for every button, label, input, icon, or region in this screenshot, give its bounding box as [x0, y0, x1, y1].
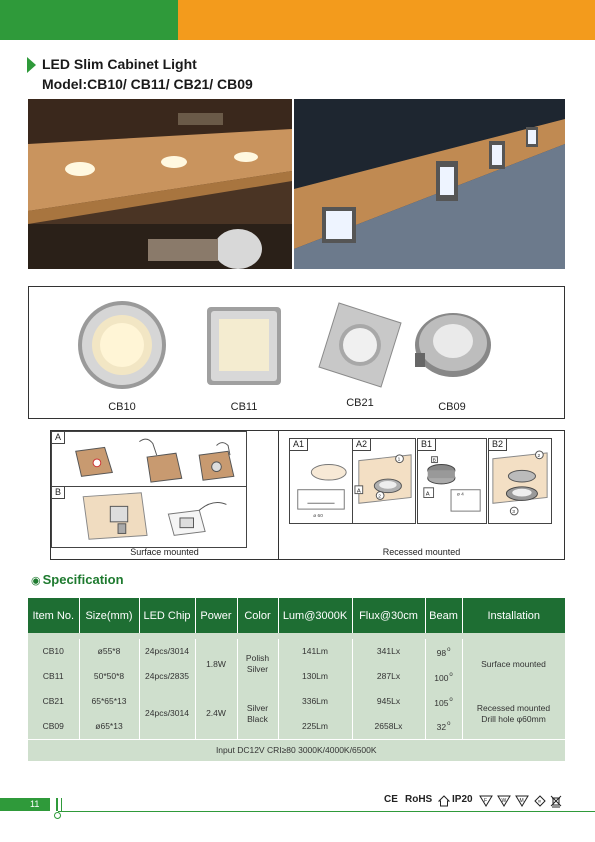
chip-cell: 24pcs/2835	[139, 664, 195, 689]
step-mark: 2	[537, 453, 541, 459]
size-cell: 50*50*8	[79, 664, 139, 689]
table-row	[28, 689, 565, 714]
lum-cell: 336Lm	[278, 689, 352, 714]
svg-text:III: III	[538, 798, 542, 804]
page-separator	[61, 798, 62, 811]
surface-a-diagram	[52, 432, 246, 486]
f-mark-icon	[479, 795, 493, 807]
rohs-mark: RoHS	[405, 794, 433, 805]
f-mark-letter: F	[484, 798, 488, 804]
recessed-caption: Recessed mounted	[382, 547, 461, 557]
ip20-mark: IP20	[452, 794, 473, 805]
product-label: CB09	[438, 401, 466, 413]
specification-heading	[31, 572, 124, 587]
column-header: Installation	[462, 598, 565, 633]
column-header: Flux@30cm	[352, 598, 425, 633]
model-line: Model:CB10/ CB11/ CB21/ CB09	[42, 76, 253, 92]
column-header: Size(mm)	[79, 598, 139, 633]
column-header: Power	[195, 598, 237, 633]
dim-label: ø 4	[456, 492, 464, 498]
surface-caption: Surface mounted	[130, 547, 199, 557]
column-header: Item No.	[28, 598, 79, 633]
color-line: Black	[247, 713, 268, 724]
power-cell: 1.8W	[195, 639, 237, 689]
flux-cell: 945Lx	[352, 689, 425, 714]
surface-b-diagram	[52, 487, 246, 547]
footer-rule	[58, 811, 595, 812]
lum-cell: 141Lm	[278, 639, 352, 664]
b2-diagram	[489, 439, 551, 523]
product-cb10	[67, 287, 177, 417]
page-number: 11	[0, 798, 50, 811]
size-cell: ø65*13	[79, 714, 139, 739]
beam-cell	[425, 689, 462, 714]
ce-mark: CE	[384, 794, 398, 805]
product-label: CB11	[230, 401, 258, 413]
cb10-image	[67, 295, 177, 393]
a1-diagram	[290, 439, 352, 523]
product-label: CB10	[108, 401, 136, 413]
beam-cell	[425, 714, 462, 739]
header-bar-green	[0, 0, 178, 40]
color-line: Polish	[245, 653, 270, 663]
house-icon	[438, 795, 450, 807]
cb09-image	[397, 295, 507, 393]
degree-mark: o	[449, 671, 453, 678]
column-header: Lum@3000K	[278, 598, 352, 633]
panel-tag: A1	[290, 439, 308, 451]
product-label: CB21	[346, 397, 374, 409]
item-cell: CB09	[28, 714, 79, 739]
install-cell	[462, 689, 565, 739]
weee-bin-icon	[550, 795, 562, 808]
recessed-panel-b1	[417, 438, 487, 524]
flux-cell: 2658Lx	[352, 714, 425, 739]
step-mark: 1	[397, 457, 401, 463]
cabinet-photo-recessed	[294, 99, 565, 269]
a2-diagram	[353, 439, 415, 523]
diagram-mark: A	[356, 488, 361, 495]
recessed-panel-b2	[488, 438, 552, 524]
m-mark-letter: M	[519, 798, 524, 804]
install-line: Recessed mounted	[476, 702, 551, 713]
panel-tag: A2	[353, 439, 371, 451]
panel-tag: A	[52, 432, 65, 444]
b1-diagram	[418, 439, 486, 523]
footer-dot	[54, 812, 61, 819]
degree-mark: o	[447, 646, 451, 653]
table-row	[28, 639, 565, 664]
recessed-panel-a2	[352, 438, 416, 524]
product-cb09	[397, 287, 507, 417]
m-mark-icon	[515, 795, 529, 807]
color-line: Silver	[246, 702, 269, 713]
install-line: Drill hole φ60mm	[481, 713, 546, 724]
surface-panel-a	[51, 431, 247, 487]
beam-cell	[425, 639, 462, 664]
spec-heading-text: Specification	[42, 572, 124, 587]
degree-mark: o	[449, 696, 453, 703]
title-leaf-icon	[27, 57, 36, 73]
w-mark-letter: W	[501, 798, 507, 804]
beam-value: 100	[434, 672, 449, 683]
installation-diagrams	[50, 430, 565, 560]
column-header: LED Chip	[139, 598, 195, 633]
panel-tag: B	[52, 487, 65, 499]
chip-cell: 24pcs/3014	[139, 689, 195, 739]
surface-panel-b	[51, 486, 247, 548]
beam-value: 105	[434, 697, 449, 708]
diagram-mark: A	[425, 491, 430, 498]
power-cell: 2.4W	[195, 689, 237, 739]
install-divider	[278, 431, 279, 559]
step-mark: 2	[378, 494, 381, 500]
install-cell: Surface mounted	[462, 639, 565, 689]
column-header: Beam	[425, 598, 462, 633]
specification-table	[28, 598, 566, 761]
color-cell	[237, 639, 278, 689]
input-spec-cell: Input DC12V CRI≥80 3000K/4000K/6500K	[28, 739, 565, 761]
cabinet-photo-surface	[28, 99, 292, 269]
panel-tag: B2	[489, 439, 507, 451]
item-cell: CB10	[28, 639, 79, 664]
beam-value: 98	[436, 647, 447, 658]
panel-tag: B1	[418, 439, 436, 451]
header-bar-orange	[178, 0, 595, 40]
chip-cell: 24pcs/3014	[139, 639, 195, 664]
color-cell	[237, 689, 278, 739]
flux-cell: 341Lx	[352, 639, 425, 664]
diagram-mark: B	[432, 458, 436, 464]
beam-value: 32	[436, 722, 447, 733]
class-iii-icon	[534, 795, 546, 807]
dim-label: ø 60	[313, 513, 323, 519]
item-cell: CB11	[28, 664, 79, 689]
item-cell: CB21	[28, 689, 79, 714]
cb11-image	[189, 295, 299, 393]
degree-mark: o	[447, 721, 451, 728]
table-header-row	[28, 598, 565, 633]
lum-cell: 130Lm	[278, 664, 352, 689]
beam-cell	[425, 664, 462, 689]
table-footer-row	[28, 739, 565, 761]
lum-cell: 225Lm	[278, 714, 352, 739]
size-cell: ø55*8	[79, 639, 139, 664]
page-separator	[56, 798, 58, 811]
color-line: Silver	[246, 664, 269, 674]
product-cb11	[189, 287, 299, 417]
page-title: LED Slim Cabinet Light	[42, 56, 197, 72]
flux-cell: 287Lx	[352, 664, 425, 689]
step-mark: 3	[512, 509, 515, 515]
w-mark-icon	[497, 795, 511, 807]
target-bullet-icon: ◉	[31, 575, 41, 587]
size-cell: 65*65*13	[79, 689, 139, 714]
recessed-panel-a1	[289, 438, 353, 524]
column-header: Color	[237, 598, 278, 633]
product-lineup	[28, 286, 565, 419]
